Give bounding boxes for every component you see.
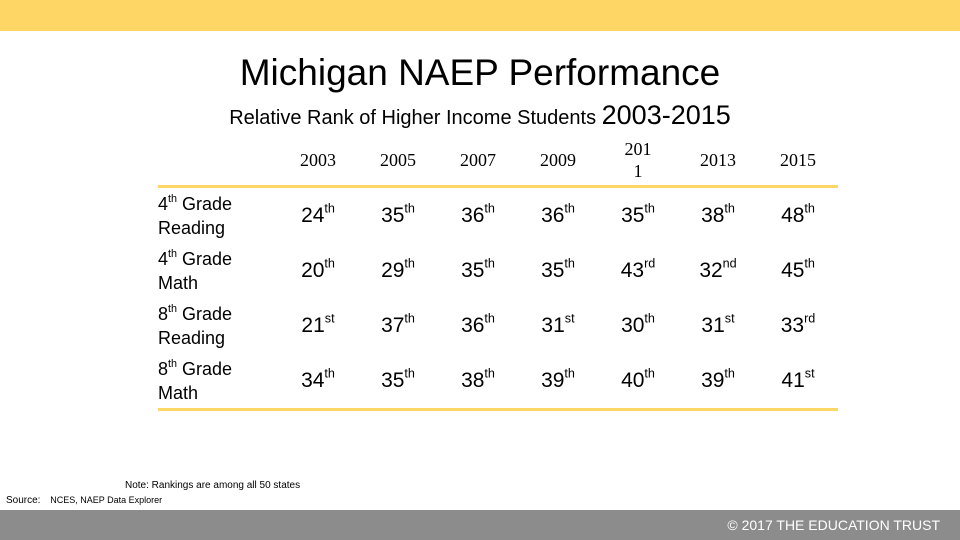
year-header: 2005 — [358, 135, 438, 187]
rank-number: 35 — [541, 258, 565, 282]
rank-cell — [278, 187, 358, 244]
rank-cell — [278, 243, 358, 298]
year-header-2011-text: 201 1 — [624, 139, 652, 181]
rank-cell — [758, 243, 838, 298]
row-label-suffix: th — [168, 302, 178, 315]
year-header: 2009 — [518, 135, 598, 187]
rank-suffix: th — [644, 311, 655, 326]
rank-cell — [438, 298, 518, 353]
rank-number: 38 — [701, 203, 725, 227]
row-label-grade: 8 — [158, 358, 169, 379]
rank-number: 43 — [620, 258, 645, 282]
source-label: Source: — [6, 495, 41, 506]
table-row — [158, 187, 838, 244]
rank-number: 45 — [781, 258, 805, 282]
rank-number: 40 — [621, 368, 645, 392]
rank-cell — [678, 298, 758, 353]
rank-cell — [438, 353, 518, 410]
row-label-grade-word: Grade — [177, 358, 233, 379]
rank-cell — [678, 353, 758, 410]
row-label-subject: Math — [158, 272, 199, 293]
rank-number: 48 — [781, 203, 805, 227]
rank-cell — [678, 243, 758, 298]
rank-suffix: th — [724, 201, 735, 216]
header-row — [158, 135, 838, 187]
rank-suffix: th — [644, 201, 655, 216]
rank-cell — [278, 298, 358, 353]
rank-cell — [598, 243, 678, 298]
rank-suffix: st — [724, 311, 735, 326]
row-label — [158, 298, 278, 353]
row-label — [158, 353, 278, 410]
rank-number: 36 — [541, 203, 565, 227]
rank-suffix: st — [564, 311, 575, 326]
rank-number: 35 — [381, 203, 405, 227]
rank-cell — [758, 353, 838, 410]
row-label-subject: Reading — [158, 217, 226, 238]
rank-cell — [758, 298, 838, 353]
year-header: 2003 — [278, 135, 358, 187]
rank-suffix: th — [404, 311, 415, 326]
header-blank-cell — [158, 135, 278, 187]
rank-cell — [358, 298, 438, 353]
rank-number: 39 — [541, 368, 565, 392]
rank-table — [158, 135, 838, 411]
rank-cell — [438, 243, 518, 298]
rank-cell — [598, 298, 678, 353]
row-label-grade: 8 — [158, 303, 169, 324]
rank-suffix: st — [324, 311, 335, 326]
table-row — [158, 298, 838, 353]
rank-number: 35 — [381, 368, 405, 392]
rank-number: 33 — [780, 313, 805, 337]
rank-suffix: th — [564, 256, 575, 271]
rank-suffix: th — [324, 201, 335, 216]
year-header: 2013 — [678, 135, 758, 187]
rank-number: 35 — [461, 258, 485, 282]
rank-cell — [278, 353, 358, 410]
rank-number: 31 — [701, 313, 725, 337]
rank-cell — [518, 243, 598, 298]
table-row — [158, 243, 838, 298]
rank-cell — [678, 187, 758, 244]
subtitle-text: Relative Rank of Higher Income Students — [229, 107, 597, 129]
rank-suffix: rd — [644, 256, 656, 271]
rank-suffix: th — [804, 201, 815, 216]
row-label-suffix: th — [168, 357, 178, 370]
copyright-text: © 2017 THE EDUCATION TRUST — [727, 517, 940, 533]
rank-cell — [438, 187, 518, 244]
source-line — [6, 495, 162, 506]
rank-suffix: th — [324, 366, 335, 381]
rank-number: 41 — [781, 368, 805, 392]
row-label-grade: 4 — [158, 248, 169, 269]
year-header-2011 — [598, 135, 678, 187]
subtitle-years: 2003-2015 — [601, 100, 731, 130]
rank-number: 24 — [301, 203, 325, 227]
rank-cell — [598, 353, 678, 410]
rank-suffix: th — [484, 311, 495, 326]
rank-suffix: th — [404, 366, 415, 381]
rank-number: 30 — [621, 313, 645, 337]
rank-cell — [518, 353, 598, 410]
rank-suffix: th — [324, 256, 335, 271]
top-accent-bar — [0, 0, 960, 31]
rank-suffix: nd — [722, 256, 737, 271]
rank-suffix: th — [404, 201, 415, 216]
rank-number: 34 — [301, 368, 325, 392]
footer-bar — [0, 510, 960, 540]
row-label — [158, 243, 278, 298]
row-label-grade-word: Grade — [177, 303, 233, 324]
row-label-suffix: th — [168, 247, 178, 260]
rank-suffix: th — [564, 201, 575, 216]
rank-suffix: th — [484, 366, 495, 381]
row-label-subject: Reading — [158, 327, 226, 348]
rank-suffix: th — [564, 366, 575, 381]
rank-suffix: th — [644, 366, 655, 381]
rank-cell — [758, 187, 838, 244]
rank-number: 31 — [541, 313, 565, 337]
rank-number: 21 — [301, 313, 325, 337]
row-label-grade-word: Grade — [177, 193, 233, 214]
table-row — [158, 353, 838, 410]
rank-cell — [358, 353, 438, 410]
footnote: Note: Rankings are among all 50 states — [125, 480, 301, 491]
row-label-subject: Math — [158, 382, 199, 403]
rank-number: 38 — [461, 368, 485, 392]
rank-cell — [518, 298, 598, 353]
rank-number: 36 — [461, 313, 485, 337]
row-label — [158, 187, 278, 244]
rank-number: 37 — [381, 313, 405, 337]
year-header: 2007 — [438, 135, 518, 187]
rank-number: 29 — [381, 258, 405, 282]
rank-suffix: th — [484, 201, 495, 216]
rank-suffix: th — [724, 366, 735, 381]
rank-number: 35 — [621, 203, 645, 227]
rank-number: 32 — [699, 258, 723, 282]
slide-subtitle — [0, 98, 960, 135]
row-label-grade-word: Grade — [177, 248, 233, 269]
rank-cell — [518, 187, 598, 244]
rank-suffix: th — [404, 256, 415, 271]
rank-suffix: th — [484, 256, 495, 271]
year-header: 2015 — [758, 135, 838, 187]
rank-number: 20 — [301, 258, 325, 282]
row-label-suffix: th — [168, 192, 178, 205]
rank-suffix: st — [804, 366, 815, 381]
rank-cell — [358, 243, 438, 298]
rank-number: 36 — [461, 203, 485, 227]
slide-title: Michigan NAEP Performance — [239, 52, 721, 93]
rank-suffix: rd — [804, 311, 816, 326]
row-label-grade: 4 — [158, 193, 169, 214]
source-text: NCES, NAEP Data Explorer — [50, 495, 163, 505]
rank-number: 39 — [701, 368, 725, 392]
rank-cell — [358, 187, 438, 244]
rank-cell — [598, 187, 678, 244]
rank-suffix: th — [804, 256, 815, 271]
